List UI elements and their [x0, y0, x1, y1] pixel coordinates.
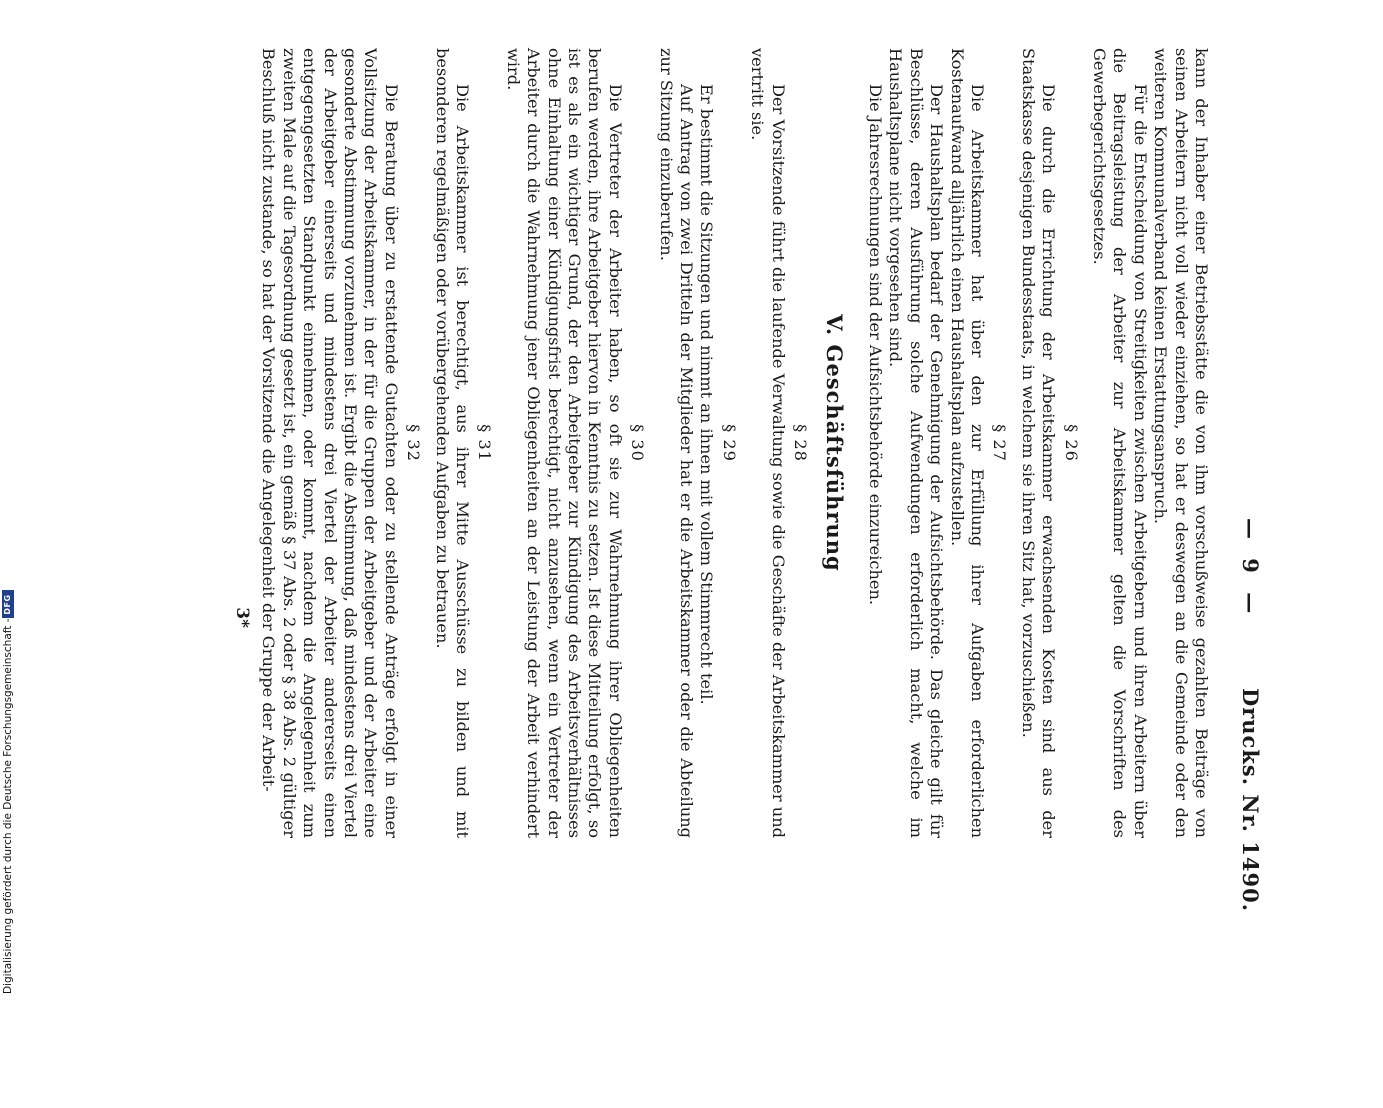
section-heading-28: § 28: [791, 424, 811, 462]
paragraph: Der Vorsitzende führt die laufende Verwaltung sowie die Geschäfte der Arbeitskammer und vertritt sie.: [748, 48, 788, 838]
paragraph: Der Haushaltsplan bedarf der Genehmigung der Aufsichtsbehörde. Das gleiche gilt für Beschlüsse, deren Ausführung solche Aufwendungen erforderlich macht, welche im Haushaltsplane nicht vorgesehen sind.: [886, 48, 947, 838]
section-heading-29: § 29: [719, 424, 739, 462]
dfg-logo: DFG: [2, 590, 14, 618]
page-content: [232, 48, 1263, 1108]
document-id: Drucks. Nr. 1490.: [1238, 688, 1263, 913]
paragraph: Auf Antrag von zwei Dritteln der Mitglieder hat er die Arbeitskammer oder die Abteilung zur Sitzung einzuberufen.: [656, 48, 697, 838]
paragraph: Die Jahresrechnungen sind der Aufsichtsbehörde einzureichen.: [865, 84, 885, 606]
page-header: [1221, 48, 1263, 1108]
paragraph: Für die Entscheidung von Streitigkeiten zwischen Arbeitgebern und ihren Arbeitern über die Beitragsleistung der Arbeiter zur Arbeitskammer gelten die Vorschriften des Gewerbegerichtsgesetzes.: [1089, 48, 1150, 838]
footer-text: Digitalisierung gefördert durch die Deutsche Forschungsgemeinschaft -: [2, 618, 14, 994]
paragraph: Die Vertreter der Arbeiter haben, so oft sie zur Wahrnehmung ihrer Obliegenheiten berufen werden, ihre Arbeitgeber hiervon in Kenntnis zu setzen. Ist diese Mitteilung erfolgt, so ist es als ein wichtiger Grund, der den Arbeitgeber zur Kündigung des Arbeitsverhältnisses ohne Einhaltung einer Kündigungsfrist berechtigt, nicht anzusehen, wenn ein Vertreter der Arbeiter durch die Wahrnehmung jener Obliegenheiten an der Leistung der Arbeit verhindert wird.: [503, 48, 625, 838]
digitization-footer: [2, 586, 14, 994]
paragraph: Die durch die Errichtung der Arbeitskammer erwachsenden Kosten sind aus der Staatskasse desjenigen Bundesstaats, in welchem sie ihren Sitz hat, vorzuschießen.: [1018, 48, 1059, 838]
section-heading-30: § 30: [628, 424, 648, 462]
page-number: — 9 —: [1238, 518, 1263, 620]
section-heading-32: § 32: [404, 424, 424, 462]
chapter-title: V. Geschäftsführung: [822, 314, 848, 572]
document-body: [232, 48, 1211, 838]
section-heading-26: § 26: [1061, 424, 1081, 462]
section-heading-27: § 27: [990, 424, 1010, 462]
paragraph: kann der Inhaber einer Betriebsstätte die von ihm vorschußweise gezahlten Beiträge von seinen Arbeitern nicht voll wieder einziehen, so hat er deswegen an die Gemeinde oder den weiteren Kommunalverband keinen Erstattungsanspruch.: [1151, 48, 1211, 838]
paragraph: Er bestimmt die Sitzungen und nimmt an ihnen mit vollem Stimmrecht teil.: [697, 84, 717, 705]
paragraph: Die Arbeitskammer hat über den zur Erfüllung ihrer Aufgaben erforderlichen Kostenaufwand alljährlich einen Haushaltsplan aufzustellen.: [947, 48, 987, 838]
signature-mark: 3*: [231, 607, 252, 628]
section-heading-31: § 31: [475, 424, 495, 462]
paragraph: Die Beratung über zu erstattende Gutachten oder zu stellende Anträge erfolgt in einer Vollsitzung der Arbeitskammer, in der für die Gruppen der Arbeitgeber und der Arbeiter eine gesonderte Abstimmung vorzunehmen ist. Ergibt die Abstimmung, daß mindestens drei Viertel der Arbeitgeber einerseits und mindestens drei Viertel der Arbeiter andererseits einen entgegengesetzten Standpunkt einnehmen, oder kommt, nachdem die Angelegenheit zum zweiten Male auf die Tagesordnung gesetzt ist, ein gemäß § 37 Abs. 2 oder § 38 Abs. 2 gültiger Beschluß nicht zustande, so hat der Vorsitzende die Angelegenheit der Gruppe der Arbeit-: [259, 48, 401, 838]
paragraph: Die Arbeitskammer ist berechtigt, aus ihrer Mitte Ausschüsse zu bilden und mit besonderen regelmäßigen oder vorübergehenden Aufgaben zu betrauen.: [432, 48, 472, 838]
